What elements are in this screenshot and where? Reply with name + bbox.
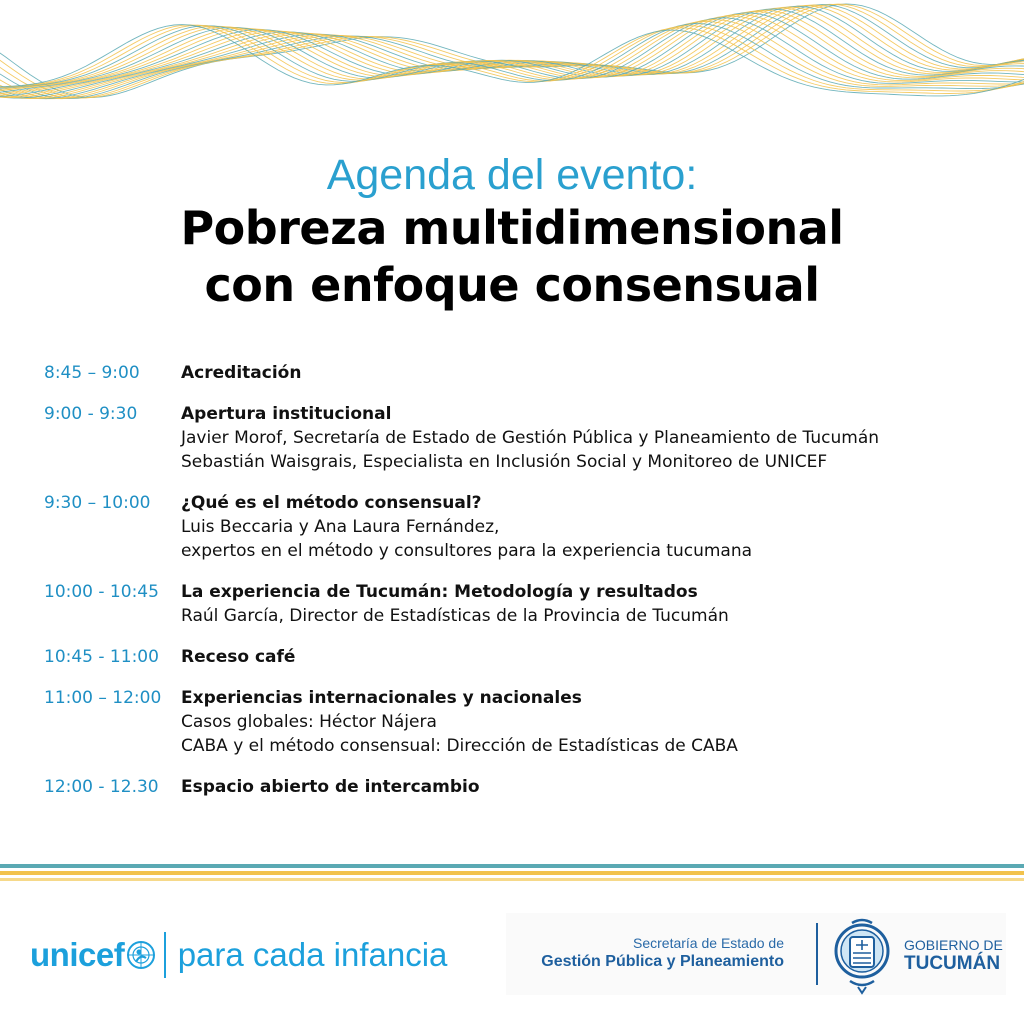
gobierno-line2: TUCUMÁN bbox=[904, 953, 1001, 974]
agenda-detail: Javier Morof, Secretaría de Estado de Gestión Pública y Planeamiento de Tucumán bbox=[181, 428, 880, 448]
gobierno-tucuman-logo bbox=[506, 913, 1006, 995]
agenda-list bbox=[44, 361, 1004, 816]
agenda-time: 9:00 - 9:30 bbox=[44, 404, 138, 424]
unicef-emblem-icon bbox=[126, 940, 156, 970]
gobierno-name bbox=[904, 937, 1003, 974]
secretaria-line1: Secretaría de Estado de bbox=[633, 935, 784, 951]
secretaria-line2: Gestión Pública y Planeamiento bbox=[541, 953, 784, 970]
agenda-row bbox=[44, 580, 1004, 628]
agenda-time: 12:00 - 12.30 bbox=[44, 777, 159, 797]
agenda-row bbox=[44, 645, 1004, 669]
agenda-time: 11:00 – 12:00 bbox=[44, 688, 162, 708]
agenda-row bbox=[44, 402, 1004, 474]
agenda-detail: CABA y el método consensual: Dirección de Estadísticas de CABA bbox=[181, 736, 738, 756]
gob-separator bbox=[816, 923, 818, 985]
unicef-separator bbox=[164, 932, 166, 978]
agenda-title: Acreditación bbox=[181, 363, 302, 383]
title-event-name-line2: con enfoque consensual bbox=[204, 258, 820, 312]
stripe-gold-light bbox=[0, 878, 1024, 881]
wave-line bbox=[0, 18, 1024, 94]
title-agenda-label: Agenda del evento: bbox=[326, 151, 698, 199]
agenda-time: 10:00 - 10:45 bbox=[44, 582, 159, 602]
title-event-name-line1: Pobreza multidimensional bbox=[180, 201, 844, 255]
gobierno-line1: GOBIERNO DE bbox=[904, 937, 1003, 953]
agenda-row bbox=[44, 775, 1004, 799]
agenda-title: ¿Qué es el método consensual? bbox=[181, 493, 482, 513]
agenda-row bbox=[44, 361, 1004, 385]
unicef-wordmark: unicef bbox=[30, 936, 125, 973]
stripe-gold bbox=[0, 871, 1024, 875]
wave-line bbox=[0, 25, 1024, 94]
unicef-tagline: para cada infancia bbox=[177, 936, 448, 973]
footer-stripes bbox=[0, 864, 1024, 884]
wave-line bbox=[0, 22, 1024, 91]
agenda-detail: Casos globales: Héctor Nájera bbox=[181, 712, 437, 732]
agenda-time: 9:30 – 10:00 bbox=[44, 493, 151, 513]
agenda-row bbox=[44, 686, 1004, 758]
agenda-detail: Raúl García, Director de Estadísticas de la Provincia de Tucumán bbox=[181, 606, 729, 626]
agenda-detail: Luis Beccaria y Ana Laura Fernández, bbox=[181, 517, 500, 537]
agenda-title: Apertura institucional bbox=[181, 404, 392, 424]
agenda-detail: Sebastián Waisgrais, Especialista en Inclusión Social y Monitoreo de UNICEF bbox=[181, 452, 828, 472]
unicef-logo bbox=[30, 930, 447, 980]
stripe-teal bbox=[0, 864, 1024, 868]
agenda-title: Experiencias internacionales y nacionales bbox=[181, 688, 582, 708]
wave-line bbox=[0, 16, 1024, 95]
agenda-detail: expertos en el método y consultores para la experiencia tucumana bbox=[181, 541, 753, 561]
decorative-wave-lines bbox=[0, 0, 1024, 150]
agenda-title: La experiencia de Tucumán: Metodología y resultados bbox=[181, 582, 698, 602]
wave-line bbox=[0, 5, 1024, 99]
agenda-time: 8:45 – 9:00 bbox=[44, 363, 140, 383]
agenda-time: 10:45 - 11:00 bbox=[44, 647, 159, 667]
secretaria-name bbox=[541, 935, 784, 972]
wave-line bbox=[0, 14, 1024, 95]
wave-line bbox=[0, 9, 1024, 98]
title-block bbox=[0, 150, 1024, 314]
tucuman-crest-icon bbox=[830, 915, 894, 997]
agenda-title: Espacio abierto de intercambio bbox=[181, 777, 480, 797]
agenda-row bbox=[44, 491, 1004, 563]
agenda-title: Receso café bbox=[181, 647, 296, 667]
